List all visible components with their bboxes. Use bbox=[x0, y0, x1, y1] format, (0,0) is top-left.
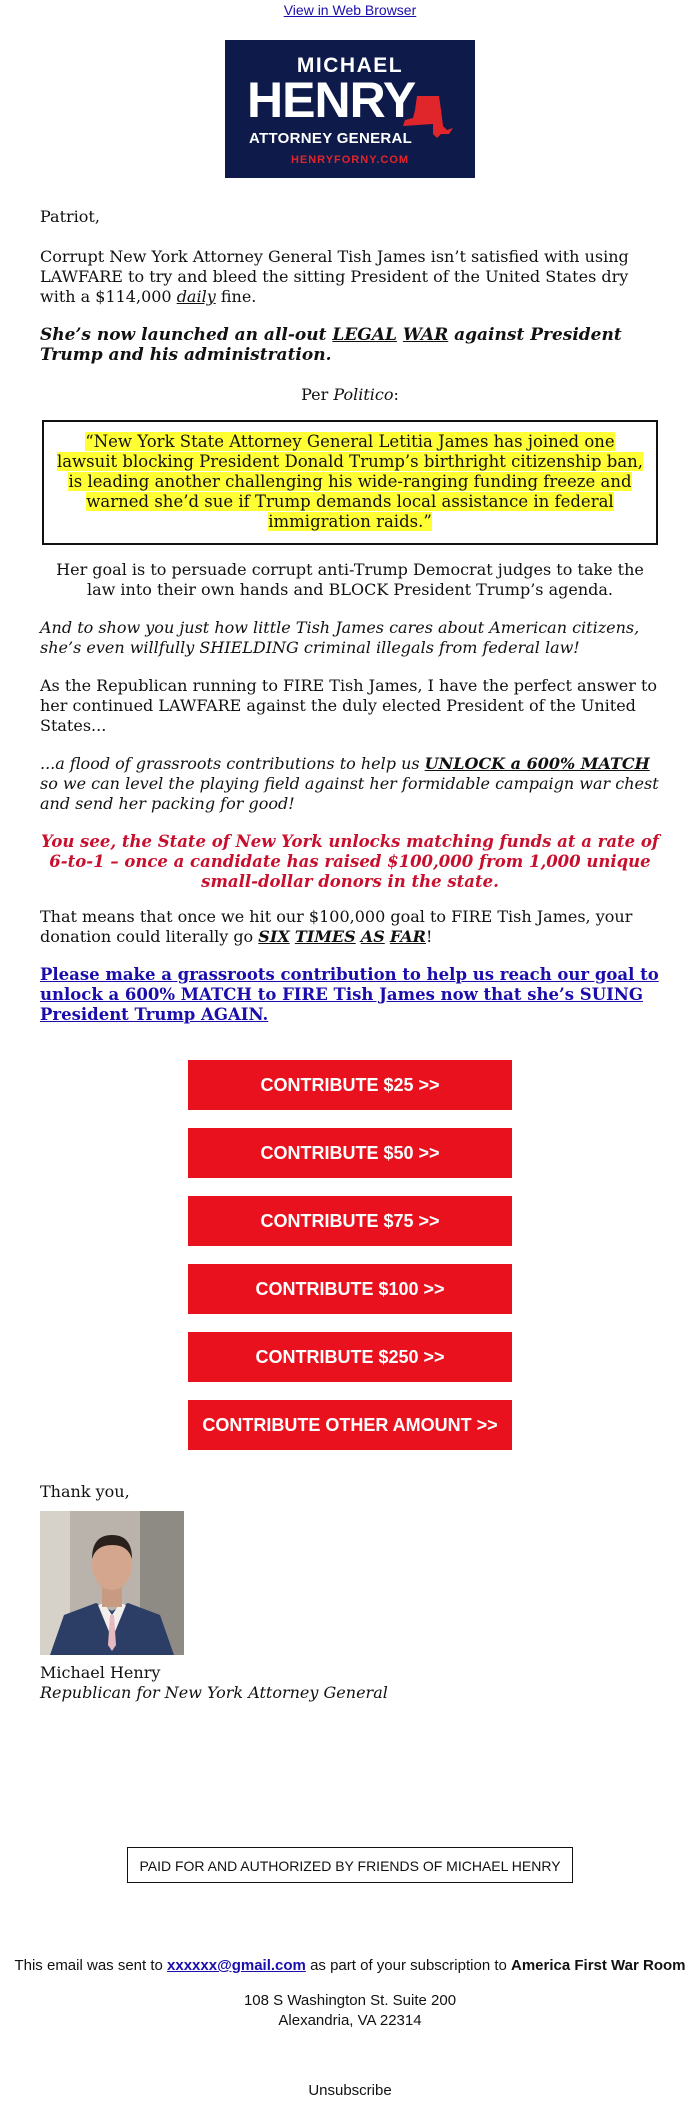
contribute-100-button[interactable]: CONTRIBUTE $100 >> bbox=[188, 1264, 512, 1314]
disclaimer-wrap bbox=[0, 1847, 700, 1883]
contribute-other-button[interactable]: CONTRIBUTE OTHER AMOUNT >> bbox=[188, 1400, 512, 1450]
new-york-state-icon bbox=[403, 96, 453, 144]
footer bbox=[0, 1956, 700, 2101]
view-in-browser-link[interactable]: View in Web Browser bbox=[283, 2, 417, 18]
greeting: Patriot, bbox=[40, 207, 100, 226]
candidate-title: Republican for New York Attorney General bbox=[40, 1683, 388, 1702]
paragraph-legal-war: She’s now launched an all-out LEGAL WAR against President Trump and his administration. bbox=[40, 325, 622, 365]
paid-for-disclaimer: PAID FOR AND AUTHORIZED BY FRIENDS OF MICHAEL HENRY bbox=[127, 1847, 573, 1883]
portrait-graphic bbox=[40, 1511, 184, 1655]
paragraph-match: ...a flood of grassroots contributions to help us UNLOCK a 600% MATCH so we can level the playing field against her formidable campaign war chest and send her packing for good! bbox=[40, 754, 659, 813]
paragraph-six-times: That means that once we hit our $100,000 goal to FIRE Tish James, your donation could literally go SIX TIMES AS FAR! bbox=[40, 907, 633, 946]
signoff bbox=[0, 1482, 700, 1703]
quote-text: “New York State Attorney General Letitia James has joined one lawsuit blocking President Donald Trump’s birthright citizenship ban, is leading another challenging his wide-ranging funding freeze and warned she’d sue if Trump demands local assistance in federal immigration raids.” bbox=[56, 432, 644, 531]
organization-name: America First War Room bbox=[511, 1957, 686, 1974]
politico-quote bbox=[42, 420, 658, 545]
cta-paragraph bbox=[40, 965, 660, 1025]
address-line-1: 108 S Washington St. Suite 200 bbox=[243, 1992, 457, 2009]
candidate-photo bbox=[40, 1511, 184, 1655]
recipient-email-link[interactable]: xxxxxx@gmail.com bbox=[167, 1957, 306, 1974]
logo-first-name: MICHAEL bbox=[296, 54, 404, 77]
source-attribution: Per Politico: bbox=[301, 385, 399, 404]
cta-contribute-link[interactable]: Please make a grassroots contribution to help us reach our goal to unlock a 600% MATCH to FIRE Tish James now that she’s SUING President Trump AGAIN. bbox=[40, 965, 659, 1024]
contribute-75-button[interactable]: CONTRIBUTE $75 >> bbox=[188, 1196, 512, 1246]
unsubscribe-link[interactable]: Unsubscribe bbox=[308, 2082, 392, 2099]
matching-funds-note: You see, the State of New York unlocks matching funds at a rate of 6-to-1 – once a candidate has raised $100,000 from 1,000 unique small-dollar donors in the state. bbox=[40, 832, 660, 891]
subscription-notice: This email was sent to xxxxxx@gmail.com as part of your subscription to America First War Room bbox=[14, 1957, 686, 1974]
candidate-name: Michael Henry bbox=[40, 1663, 161, 1682]
daily-emphasis: daily bbox=[176, 287, 216, 306]
contribute-buttons bbox=[0, 1060, 700, 1450]
contribute-25-button[interactable]: CONTRIBUTE $25 >> bbox=[188, 1060, 512, 1110]
paragraph-shielding: And to show you just how little Tish James cares about American citizens, she’s even willfully SHIELDING criminal illegals from federal law! bbox=[40, 618, 640, 657]
thank-you: Thank you, bbox=[40, 1482, 130, 1501]
paragraph-goal: Her goal is to persuade corrupt anti-Trump Democrat judges to take the law into their own hands and BLOCK President Trump’s agenda. bbox=[56, 560, 644, 599]
top-bar bbox=[0, 0, 700, 20]
email-body bbox=[0, 207, 700, 1025]
logo-website: HENRYFORNY.COM bbox=[290, 154, 410, 166]
campaign-logo[interactable] bbox=[225, 40, 475, 178]
logo-title: ATTORNEY GENERAL bbox=[249, 130, 413, 147]
paragraph-lawfare: Corrupt New York Attorney General Tish James isn’t satisfied with using LAWFARE to try and bleed the sitting President of the United States dry with a $114,000 daily fine. bbox=[40, 247, 629, 306]
contribute-250-button[interactable]: CONTRIBUTE $250 >> bbox=[188, 1332, 512, 1382]
contribute-50-button[interactable]: CONTRIBUTE $50 >> bbox=[188, 1128, 512, 1178]
logo-last-name: HENRY bbox=[247, 72, 416, 128]
paragraph-republican: As the Republican running to FIRE Tish James, I have the perfect answer to her continued LAWFARE against the duly elected President of the United States... bbox=[40, 676, 658, 735]
address-line-2: Alexandria, VA 22314 bbox=[278, 2012, 422, 2029]
